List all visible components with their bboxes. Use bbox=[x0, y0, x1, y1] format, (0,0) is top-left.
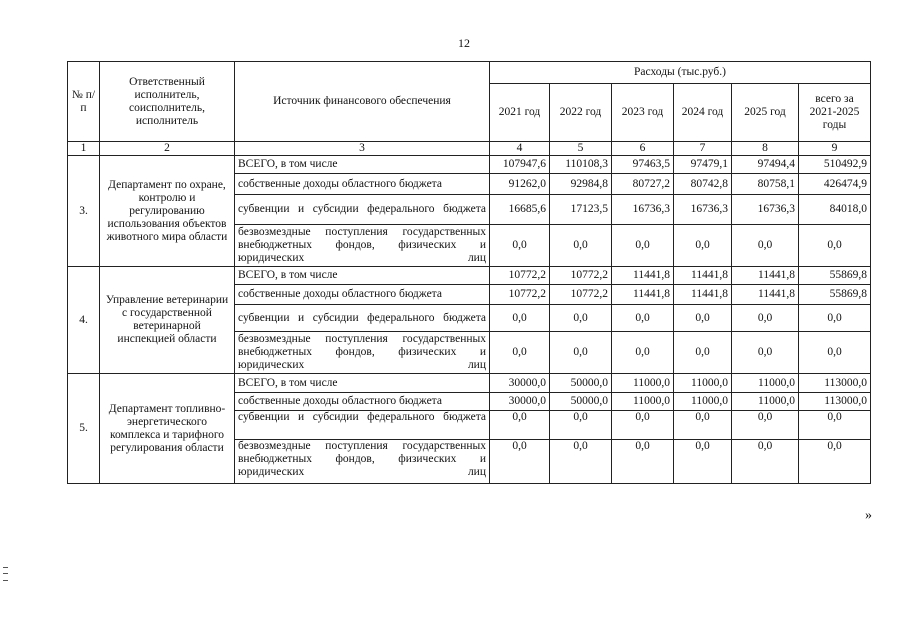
value-cell: 11441,8 bbox=[674, 285, 732, 305]
header-num: № п/п bbox=[68, 62, 100, 142]
total-cell: 426474,9 bbox=[799, 174, 871, 195]
source-cell: ВСЕГО, в том числе bbox=[235, 374, 490, 393]
section-number: 5. bbox=[68, 374, 100, 484]
source-cell: субвенции и субсидии федерального бюджета bbox=[235, 411, 490, 440]
source-cell: безвозмездные поступления государственных внебюджетных фондов, физических и юридических лиц bbox=[235, 440, 490, 484]
value-cell: 0,0 bbox=[550, 225, 612, 267]
total-cell: 0,0 bbox=[799, 225, 871, 267]
value-cell: 0,0 bbox=[674, 332, 732, 374]
column-index: 7 bbox=[674, 142, 732, 156]
value-cell: 11000,0 bbox=[732, 393, 799, 411]
value-cell: 0,0 bbox=[612, 305, 674, 332]
total-cell: 84018,0 bbox=[799, 195, 871, 225]
value-cell: 0,0 bbox=[550, 411, 612, 440]
column-index: 9 bbox=[799, 142, 871, 156]
value-cell: 0,0 bbox=[732, 225, 799, 267]
source-cell: ВСЕГО, в том числе bbox=[235, 267, 490, 285]
header-year: 2021 год bbox=[490, 84, 550, 142]
total-cell: 510492,9 bbox=[799, 156, 871, 174]
value-cell: 97463,5 bbox=[612, 156, 674, 174]
source-cell: собственные доходы областного бюджета bbox=[235, 285, 490, 305]
value-cell: 11000,0 bbox=[674, 393, 732, 411]
value-cell: 11441,8 bbox=[674, 267, 732, 285]
header-responsible: Ответственный исполнитель, соисполнитель, исполнитель bbox=[100, 62, 235, 142]
value-cell: 11000,0 bbox=[612, 393, 674, 411]
value-cell: 0,0 bbox=[550, 440, 612, 484]
closing-quote: » bbox=[865, 508, 872, 523]
total-cell: 0,0 bbox=[799, 411, 871, 440]
value-cell: 0,0 bbox=[674, 225, 732, 267]
value-cell: 0,0 bbox=[490, 411, 550, 440]
header-year: 2024 год bbox=[674, 84, 732, 142]
column-index: 4 bbox=[490, 142, 550, 156]
value-cell: 17123,5 bbox=[550, 195, 612, 225]
value-cell: 80742,8 bbox=[674, 174, 732, 195]
total-cell: 113000,0 bbox=[799, 393, 871, 411]
value-cell: 16736,3 bbox=[732, 195, 799, 225]
value-cell: 0,0 bbox=[732, 411, 799, 440]
value-cell: 0,0 bbox=[612, 440, 674, 484]
table-row bbox=[68, 374, 871, 393]
value-cell: 30000,0 bbox=[490, 374, 550, 393]
total-cell: 0,0 bbox=[799, 305, 871, 332]
source-cell: субвенции и субсидии федерального бюджета bbox=[235, 305, 490, 332]
header-year: 2025 год bbox=[732, 84, 799, 142]
value-cell: 16736,3 bbox=[674, 195, 732, 225]
value-cell: 107947,6 bbox=[490, 156, 550, 174]
value-cell: 50000,0 bbox=[550, 393, 612, 411]
page-number: 12 bbox=[458, 36, 470, 50]
header-expenses: Расходы (тыс.руб.) bbox=[490, 62, 871, 84]
responsible-executor: Управление ветеринарии с государственной ветеринарной инспекцией области bbox=[100, 267, 235, 374]
section-number: 4. bbox=[68, 267, 100, 374]
budget-table bbox=[67, 61, 871, 484]
value-cell: 0,0 bbox=[550, 305, 612, 332]
value-cell: 10772,2 bbox=[490, 285, 550, 305]
value-cell: 50000,0 bbox=[550, 374, 612, 393]
value-cell: 80727,2 bbox=[612, 174, 674, 195]
value-cell: 11000,0 bbox=[674, 374, 732, 393]
value-cell: 0,0 bbox=[674, 411, 732, 440]
total-cell: 0,0 bbox=[799, 332, 871, 374]
column-index: 8 bbox=[732, 142, 799, 156]
value-cell: 11000,0 bbox=[612, 374, 674, 393]
value-cell: 10772,2 bbox=[550, 267, 612, 285]
value-cell: 91262,0 bbox=[490, 174, 550, 195]
header-total: всего за 2021-2025 годы bbox=[799, 84, 871, 142]
value-cell: 0,0 bbox=[674, 305, 732, 332]
value-cell: 0,0 bbox=[612, 332, 674, 374]
value-cell: 97494,4 bbox=[732, 156, 799, 174]
value-cell: 0,0 bbox=[732, 332, 799, 374]
total-cell: 0,0 bbox=[799, 440, 871, 484]
value-cell: 0,0 bbox=[490, 225, 550, 267]
value-cell: 80758,1 bbox=[732, 174, 799, 195]
value-cell: 16736,3 bbox=[612, 195, 674, 225]
value-cell: 0,0 bbox=[674, 440, 732, 484]
value-cell: 0,0 bbox=[612, 225, 674, 267]
source-cell: субвенции и субсидии федерального бюджета bbox=[235, 195, 490, 225]
value-cell: 0,0 bbox=[732, 305, 799, 332]
value-cell: 16685,6 bbox=[490, 195, 550, 225]
source-cell: безвозмездные поступления государственных внебюджетных фондов, физических и юридических лиц bbox=[235, 225, 490, 267]
column-index: 2 bbox=[100, 142, 235, 156]
value-cell: 97479,1 bbox=[674, 156, 732, 174]
column-index: 1 bbox=[68, 142, 100, 156]
source-cell: собственные доходы областного бюджета bbox=[235, 174, 490, 195]
value-cell: 110108,3 bbox=[550, 156, 612, 174]
source-cell: безвозмездные поступления государственных внебюджетных фондов, физических и юридических лиц bbox=[235, 332, 490, 374]
value-cell: 10772,2 bbox=[550, 285, 612, 305]
value-cell: 92984,8 bbox=[550, 174, 612, 195]
header-year: 2023 год bbox=[612, 84, 674, 142]
section-number: 3. bbox=[68, 156, 100, 267]
column-index-row bbox=[68, 142, 871, 156]
value-cell: 0,0 bbox=[490, 440, 550, 484]
total-cell: 113000,0 bbox=[799, 374, 871, 393]
value-cell: 30000,0 bbox=[490, 393, 550, 411]
header-source: Источник финансового обеспечения bbox=[235, 62, 490, 142]
value-cell: 10772,2 bbox=[490, 267, 550, 285]
responsible-executor: Департамент по охране, контролю и регулированию использования объектов животного мира области bbox=[100, 156, 235, 267]
value-cell: 11441,8 bbox=[612, 267, 674, 285]
total-cell: 55869,8 bbox=[799, 285, 871, 305]
column-index: 5 bbox=[550, 142, 612, 156]
source-cell: ВСЕГО, в том числе bbox=[235, 156, 490, 174]
value-cell: 0,0 bbox=[732, 440, 799, 484]
table-row bbox=[68, 156, 871, 174]
value-cell: 11441,8 bbox=[732, 285, 799, 305]
value-cell: 11000,0 bbox=[732, 374, 799, 393]
responsible-executor: Департамент топливно-энергетического комплекса и тарифного регулирования области bbox=[100, 374, 235, 484]
value-cell: 0,0 bbox=[490, 305, 550, 332]
value-cell: 0,0 bbox=[490, 332, 550, 374]
value-cell: 0,0 bbox=[550, 332, 612, 374]
value-cell: 11441,8 bbox=[612, 285, 674, 305]
total-cell: 55869,8 bbox=[799, 267, 871, 285]
value-cell: 11441,8 bbox=[732, 267, 799, 285]
value-cell: 0,0 bbox=[612, 411, 674, 440]
header-year: 2022 год bbox=[550, 84, 612, 142]
source-cell: собственные доходы областного бюджета bbox=[235, 393, 490, 411]
scan-margin-mark bbox=[3, 567, 8, 581]
column-index: 3 bbox=[235, 142, 490, 156]
column-index: 6 bbox=[612, 142, 674, 156]
table-row bbox=[68, 267, 871, 285]
